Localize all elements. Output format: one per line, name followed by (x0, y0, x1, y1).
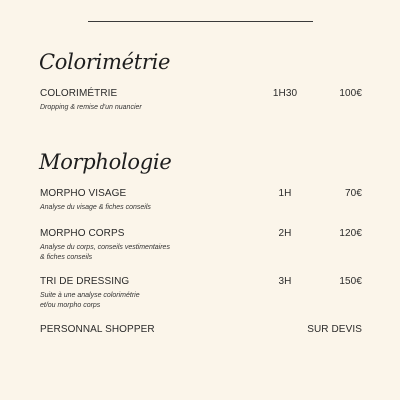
service-duration: 1H30 (272, 88, 298, 99)
service-name: COLORIMÉTRIE (40, 88, 118, 99)
service-description-line: Dropping & remise d'un nuancier (40, 104, 142, 111)
service-description-line: Suite à une analyse colorimétrie (40, 292, 140, 299)
service-description (40, 291, 362, 311)
service-description-line: Analyse du corps, conseils vestimentaires (40, 244, 170, 251)
service-item-morpho-visage (40, 188, 362, 213)
service-description-line: Analyse du visage & fiches conseils (40, 204, 151, 211)
service-description-line: & fiches conseils (40, 254, 93, 261)
service-description-line: et/ou morpho corps (40, 302, 101, 309)
service-duration: 3H (278, 276, 292, 287)
service-description (40, 103, 362, 113)
top-divider (88, 21, 313, 22)
service-price: 70€ (345, 188, 362, 199)
service-price: 100€ (339, 88, 362, 99)
service-item-personnal-shopper (40, 324, 362, 338)
service-duration: 2H (278, 228, 292, 239)
service-item-tri-de-dressing (40, 276, 362, 311)
service-item-morpho-corps (40, 228, 362, 263)
service-price: 150€ (339, 276, 362, 287)
section-title-morphologie: Morphologie (39, 150, 172, 174)
service-description (40, 203, 362, 213)
service-description (40, 243, 362, 263)
section-title-colorimetrie: Colorimétrie (39, 50, 171, 74)
service-name: TRI DE DRESSING (40, 276, 130, 287)
service-price: SUR DEVIS (307, 324, 362, 335)
service-item-colorimetrie (40, 88, 362, 113)
service-name: PERSONNAL SHOPPER (40, 324, 155, 335)
service-price: 120€ (339, 228, 362, 239)
service-duration: 1H (278, 188, 292, 199)
service-name: MORPHO VISAGE (40, 188, 127, 199)
service-name: MORPHO CORPS (40, 228, 125, 239)
